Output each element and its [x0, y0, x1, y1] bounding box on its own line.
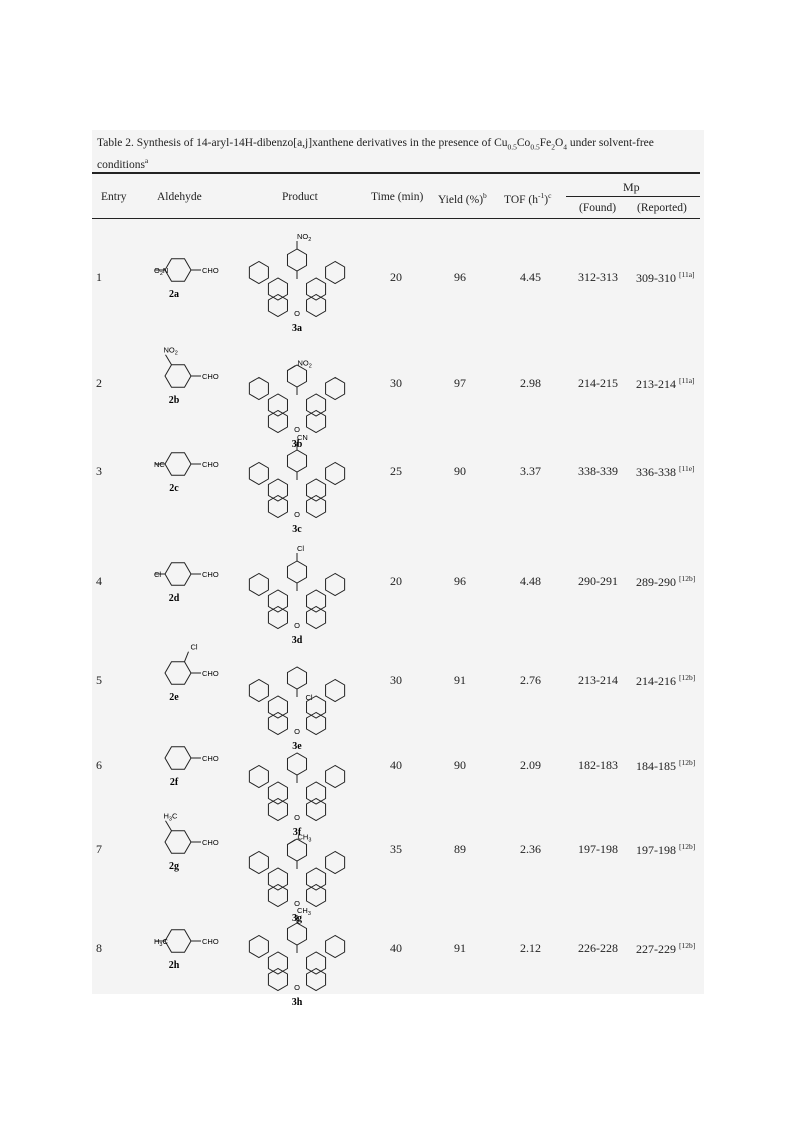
entry-cell: 6 [96, 758, 102, 772]
found-cell: 213-214 [578, 673, 618, 687]
entry-cell: 8 [96, 941, 102, 955]
mp-rule [566, 196, 700, 197]
central-ring [268, 969, 287, 991]
aldehyde-structure [118, 897, 238, 983]
reported-cell [636, 574, 695, 590]
entry-cell: 4 [96, 574, 102, 588]
product-label: 3e [292, 741, 302, 752]
central-ring [307, 607, 326, 629]
yield-cell: 97 [454, 376, 466, 390]
product-structure [232, 896, 362, 1008]
bond [185, 652, 189, 662]
ring-oxygen: O [294, 983, 300, 992]
cho-group: CHO [202, 838, 219, 847]
found-cell: 338-339 [578, 464, 618, 478]
product-label: 3g [292, 913, 302, 924]
benzene-ring [165, 662, 191, 685]
xanthene-ring [268, 590, 287, 612]
aldehyde-cell [118, 629, 238, 720]
undefined: Cl [297, 544, 305, 553]
naphthyl-ring [249, 936, 268, 958]
central-ring [268, 607, 287, 629]
reported-value: 227-229 [636, 942, 679, 956]
xanthene-ring [268, 394, 287, 416]
caption-sub: 2 [551, 142, 555, 152]
aldehyde-label: 2h [168, 960, 180, 971]
xanthene-ring [268, 479, 287, 501]
product-cell [232, 896, 362, 1008]
naphthyl-ring [249, 378, 268, 400]
tof-cell: 2.76 [520, 673, 541, 687]
cho-group: CHO [202, 372, 219, 381]
entry-cell: 5 [96, 673, 102, 687]
bond [166, 355, 172, 365]
reported-cell [636, 270, 695, 286]
central-ring [268, 295, 287, 317]
tof-cell: 4.48 [520, 574, 541, 588]
reported-value: 184-185 [636, 759, 679, 773]
product-structure [232, 423, 362, 535]
time-cell: 40 [390, 758, 402, 772]
tof-cell: 4.45 [520, 270, 541, 284]
found-cell: 182-183 [578, 758, 618, 772]
ring-oxygen: O [294, 425, 300, 434]
central-ring [307, 496, 326, 518]
header-tof-text: TOF (h [504, 193, 538, 206]
xanthene-ring [268, 782, 287, 804]
benzene-ring [165, 831, 191, 854]
cho-group: CHO [202, 460, 219, 469]
aldehyde-structure [118, 332, 238, 418]
tof-cell: 2.36 [520, 842, 541, 856]
product-label: 3h [291, 997, 303, 1008]
table-caption [97, 136, 697, 172]
aldehyde-structure [118, 226, 238, 312]
naphthyl-ring [249, 852, 268, 874]
caption-text: under solvent-free [567, 137, 654, 149]
header-time: Time (min) [371, 191, 424, 203]
time-cell: 30 [390, 673, 402, 687]
entry-cell: 1 [96, 270, 102, 284]
reference-mark: [12b] [679, 758, 696, 767]
naphthyl-ring [326, 936, 345, 958]
undefined: $NO_2$ [163, 345, 178, 357]
reported-cell [636, 842, 695, 858]
header-product: Product [282, 191, 318, 203]
yield-cell: 90 [454, 464, 466, 478]
header-reported: (Reported) [637, 202, 687, 214]
aldehyde-label: 2f [169, 777, 179, 788]
product-label: 3b [291, 439, 303, 450]
product-label: 3d [291, 635, 303, 646]
undefined: $NO_2$ [297, 358, 312, 370]
tof-cell: 2.98 [520, 376, 541, 390]
aryl-ring [287, 450, 306, 472]
undefined: $O_2N$ [154, 266, 169, 277]
found-cell: 290-291 [578, 574, 618, 588]
cho-group: CHO [202, 937, 219, 946]
cho-group: CHO [202, 266, 219, 275]
undefined: $H_3C$ [163, 811, 178, 823]
naphthyl-ring [326, 262, 345, 284]
bond [287, 366, 295, 371]
aryl-ring [287, 667, 306, 689]
naphthyl-ring [249, 262, 268, 284]
found-cell: 197-198 [578, 842, 618, 856]
product-cell [232, 222, 362, 334]
product-substituent: Cl [305, 693, 313, 702]
tof-cell: 2.09 [520, 758, 541, 772]
time-cell: 25 [390, 464, 402, 478]
header-mp: Mp [623, 180, 640, 194]
aldehyde-cell [118, 530, 238, 621]
naphthyl-ring [249, 574, 268, 596]
bond [287, 840, 295, 845]
caption-text: Fe [539, 137, 552, 149]
aryl-ring [287, 753, 306, 775]
reported-cell [636, 673, 695, 689]
benzene-ring [165, 563, 191, 586]
tof-cell: 3.37 [520, 464, 541, 478]
aryl-ring [287, 249, 306, 271]
aldehyde-structure [118, 714, 238, 800]
reference-mark: [11a] [679, 376, 695, 385]
yield-cell: 96 [454, 270, 466, 284]
undefined: $CH_3$ [297, 906, 311, 917]
reference-mark: [12b] [679, 842, 696, 851]
product-cell [232, 534, 362, 646]
header-aldehyde: Aldehyde [157, 191, 202, 203]
undefined: CN [297, 433, 308, 442]
header-footnote-mark: c [548, 191, 552, 200]
naphthyl-ring [326, 680, 345, 702]
aldehyde-structure [118, 798, 238, 884]
ring-oxygen: O [294, 899, 300, 908]
xanthene-ring [268, 868, 287, 890]
xanthene-ring [307, 278, 326, 300]
ring-oxygen: O [294, 621, 300, 630]
naphthyl-ring [249, 463, 268, 485]
product-structure [232, 534, 362, 646]
aryl-ring [287, 923, 306, 945]
reference-mark: [11e] [679, 464, 695, 473]
aldehyde-structure [118, 629, 238, 715]
product-cell [232, 423, 362, 535]
header-tof [504, 191, 551, 206]
aldehyde-cell [118, 420, 238, 511]
aldehyde-label: 2g [169, 861, 179, 872]
reference-mark: [12b] [679, 673, 696, 682]
central-ring [268, 496, 287, 518]
entry-cell: 2 [96, 376, 102, 390]
ring-oxygen: O [294, 309, 300, 318]
undefined: NC [154, 460, 165, 469]
yield-cell: 91 [454, 941, 466, 955]
header-footnote-mark: b [483, 191, 487, 200]
aldehyde-label: 2e [169, 692, 179, 703]
benzene-ring [165, 259, 191, 282]
naphthyl-ring [326, 852, 345, 874]
naphthyl-ring [326, 463, 345, 485]
yield-cell: 91 [454, 673, 466, 687]
reported-value: 197-198 [636, 843, 679, 857]
reported-cell [636, 941, 695, 957]
product-label: 3c [292, 524, 302, 535]
ring-oxygen: O [294, 813, 300, 822]
naphthyl-ring [326, 378, 345, 400]
aldehyde-cell [118, 897, 238, 988]
undefined: Cl [190, 642, 198, 652]
xanthene-ring [307, 479, 326, 501]
ring-oxygen: O [294, 727, 300, 736]
naphthyl-ring [249, 680, 268, 702]
caption-sub: 0.5 [507, 142, 517, 152]
naphthyl-ring [249, 766, 268, 788]
aldehyde-label: 2a [169, 289, 179, 300]
aldehyde-label: 2d [168, 593, 180, 604]
reported-value: 309-310 [636, 271, 679, 285]
time-cell: 40 [390, 941, 402, 955]
entry-cell: 7 [96, 842, 102, 856]
reported-value: 289-290 [636, 575, 679, 589]
caption-sub: 4 [563, 142, 567, 152]
reference-mark: [11a] [679, 270, 695, 279]
aldehyde-label: 2b [168, 395, 180, 406]
yield-cell: 89 [454, 842, 466, 856]
undefined: $CH_3$ [297, 832, 312, 844]
reported-value: 213-214 [636, 377, 679, 391]
benzene-ring [165, 747, 191, 770]
top-rule [92, 172, 700, 174]
aldehyde-cell [118, 226, 238, 317]
product-label: 3a [292, 323, 302, 334]
entry-cell: 3 [96, 464, 102, 478]
cho-group: CHO [202, 570, 219, 579]
time-cell: 20 [390, 270, 402, 284]
xanthene-ring [307, 952, 326, 974]
reference-mark: [12b] [679, 574, 696, 583]
reported-value: 214-216 [636, 674, 679, 688]
caption-text: Table 2. Synthesis of 14-aryl-14H-dibenzo[a,j]xanthene derivatives in the presence of Cu [97, 137, 508, 149]
header-yield-text: Yield (%) [438, 193, 484, 206]
aldehyde-cell [118, 714, 238, 805]
found-cell: 214-215 [578, 376, 618, 390]
time-cell: 30 [390, 376, 402, 390]
cho-group: CHO [202, 669, 219, 678]
reference-mark: [12b] [679, 941, 696, 950]
caption-footnote-mark: a [144, 156, 149, 166]
header-found: (Found) [579, 202, 617, 214]
tof-cell: 2.12 [520, 941, 541, 955]
aryl-ring [287, 561, 306, 583]
header-yield [438, 191, 487, 206]
central-ring [307, 969, 326, 991]
naphthyl-ring [326, 766, 345, 788]
benzene-ring [165, 930, 191, 953]
caption-text: conditions [97, 159, 145, 172]
xanthene-ring [268, 278, 287, 300]
found-cell: 226-228 [578, 941, 618, 955]
xanthene-ring [307, 394, 326, 416]
product-label: 3f [292, 827, 302, 838]
aldehyde-structure [118, 530, 238, 616]
undefined: Cl [154, 570, 162, 579]
reported-cell [636, 376, 695, 392]
header-tof-text: ) [544, 193, 549, 206]
time-cell: 20 [390, 574, 402, 588]
naphthyl-ring [326, 574, 345, 596]
benzene-ring [165, 365, 191, 388]
product-structure [232, 222, 362, 334]
header-entry: Entry [101, 191, 127, 203]
xanthene-ring [307, 782, 326, 804]
ring-oxygen: O [294, 510, 300, 519]
time-cell: 35 [390, 842, 402, 856]
aldehyde-cell [118, 332, 238, 423]
cho-group: CHO [202, 754, 219, 763]
xanthene-ring [268, 952, 287, 974]
aldehyde-cell [118, 798, 238, 889]
caption-sub: 0.5 [530, 142, 540, 152]
xanthene-ring [307, 696, 326, 718]
undefined: $NO_2$ [297, 232, 312, 243]
reported-value: 336-338 [636, 465, 679, 479]
xanthene-ring [268, 696, 287, 718]
central-ring [307, 295, 326, 317]
undefined: $H_3C$ [154, 937, 168, 948]
aldehyde-structure [118, 420, 238, 506]
caption-text: Co [516, 137, 531, 149]
yield-cell: 96 [454, 574, 466, 588]
benzene-ring [165, 453, 191, 476]
aldehyde-label: 2c [169, 483, 179, 494]
header-rule [92, 218, 700, 219]
reported-cell [636, 464, 695, 480]
xanthene-ring [307, 868, 326, 890]
reported-cell [636, 758, 695, 774]
xanthene-ring [307, 590, 326, 612]
yield-cell: 90 [454, 758, 466, 772]
caption-text: O [554, 137, 564, 149]
header-tof-unit: -1 [537, 191, 545, 200]
found-cell: 312-313 [578, 270, 618, 284]
